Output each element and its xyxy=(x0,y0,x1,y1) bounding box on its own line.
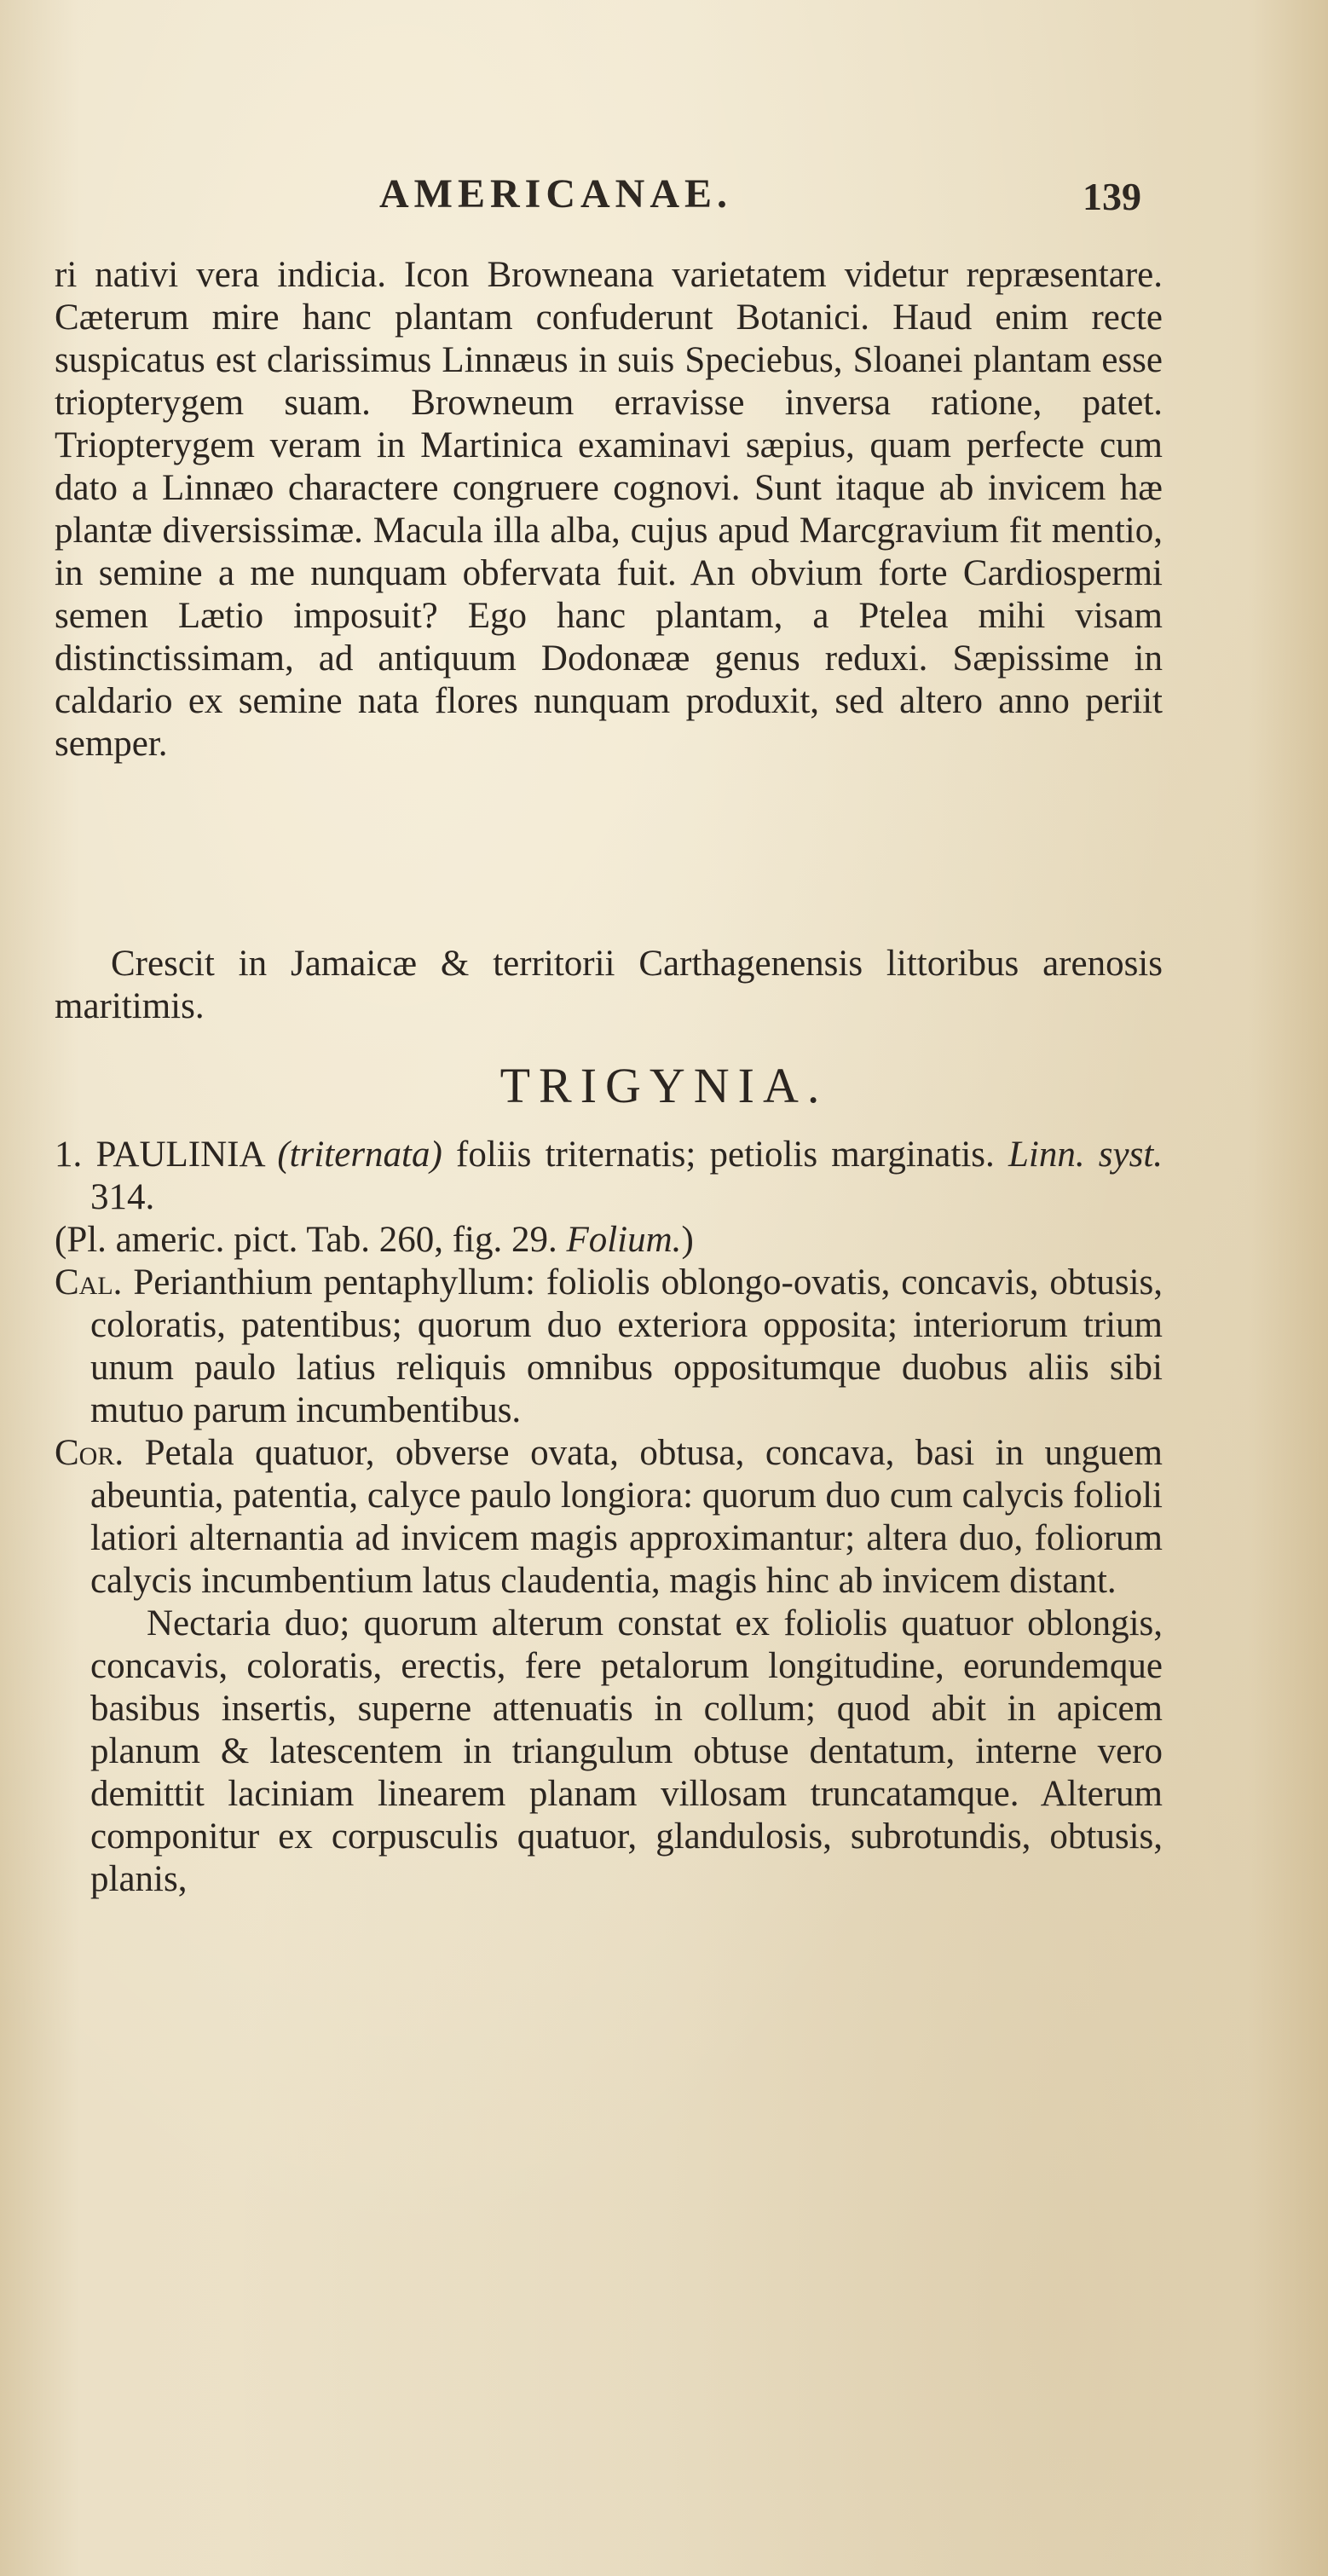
page-number: 139 xyxy=(1083,175,1141,218)
species-number: 1. xyxy=(55,1135,83,1175)
paragraph-habitat: Crescit in Jamaicæ & territorii Carthagenensis littoribus arenosis maritimis. xyxy=(55,944,1163,1026)
linnaeus-page: 314. xyxy=(90,1177,155,1217)
corolla-label: Cor. xyxy=(55,1433,124,1473)
calyx-text: Perianthium pentaphyllum: foliolis oblongo-ovatis, concavis, obtusis, coloratis, patentibus; quorum duo exteriora opposita; interiorum trium unum paulo latius reliquis omnibus oppositumque duobus aliis sibi mutuo parum incumbentibus. xyxy=(90,1262,1163,1430)
species-heading xyxy=(55,1134,1163,1219)
nectaria-description xyxy=(55,1603,1163,1901)
species-epithet: (triternata) xyxy=(277,1135,442,1175)
plate-reference-italic: Folium. xyxy=(566,1220,682,1260)
species-entry xyxy=(55,1134,1163,1901)
species-diagnosis: foliis triternatis; petiolis marginatis. xyxy=(456,1135,995,1175)
page-header xyxy=(0,170,1328,230)
running-title: AMERICANAE. xyxy=(379,171,732,217)
calyx-description xyxy=(55,1262,1163,1432)
corolla-description xyxy=(55,1432,1163,1603)
plate-reference xyxy=(55,1219,1163,1262)
plate-reference-close: ) xyxy=(681,1220,694,1260)
paragraph-continued: ri nativi vera indicia. Icon Browneana varietatem videtur repræsentare. Cæterum mire hanc plantam confuderunt Botanici. Haud enim recte suspicatus est clarissimus Linnæus in suis Speciebus, Sloanei plantam esse triopterygem suam. Browneum erravisse inversa ratione, patet. Triopterygem veram in Martinica examinavi sæpius, quam perfecte cum dato a Linnæo charactere congruere cognovi. Sunt itaque ab invicem hæ plantæ diversissimæ. Macula illa alba, cujus apud Marcgravium fit mentio, in semine a me nunquam obfervata fuit. An obvium forte Cardiospermi semen Lætio imposuit? Ego hanc plantam, a Ptelea mihi visam distinctissimam, ad antiquum Dodonææ genus reduxi. Sæpissime in caldario ex semine nata flores nunquam produxit, sed altero anno periit semper. xyxy=(55,255,1163,764)
section-heading: TRIGYNIA. xyxy=(499,1058,829,1113)
plate-reference-text: (Pl. americ. pict. Tab. 260, fig. 29. xyxy=(55,1220,557,1260)
genus-name: PAULINIA xyxy=(95,1135,264,1175)
calyx-label: Cal. xyxy=(55,1262,123,1302)
linnaeus-reference: Linn. syst. xyxy=(1008,1135,1163,1175)
text-block-continued xyxy=(55,254,1163,765)
corolla-text: Petala quatuor, obverse ovata, obtusa, concava, basi in unguem abeuntia, patentia, calyce paulo longiora: quorum duo cum calycis folioli latiori alternantia ad invicem magis approximantur; altera duo, foliorum calycis incumbentium latus claudentia, magis hinc ab invicem distant. xyxy=(90,1433,1163,1601)
nectaria-text: Nectaria duo; quorum alterum constat ex foliolis quatuor oblongis, concavis, coloratis, erectis, fere petalorum longitudine, eorundemque basibus insertis, superne attenuatis in collum; quod abit in apicem planum & latescentem in triangulum obtuse dentatum, interne vero demittit laciniam linearem planam villosam truncatamque. Alterum componitur ex corpusculis quatuor, glandulosis, subrotundis, obtusis, planis, xyxy=(90,1603,1163,1899)
text-block-habitat xyxy=(55,943,1163,1028)
